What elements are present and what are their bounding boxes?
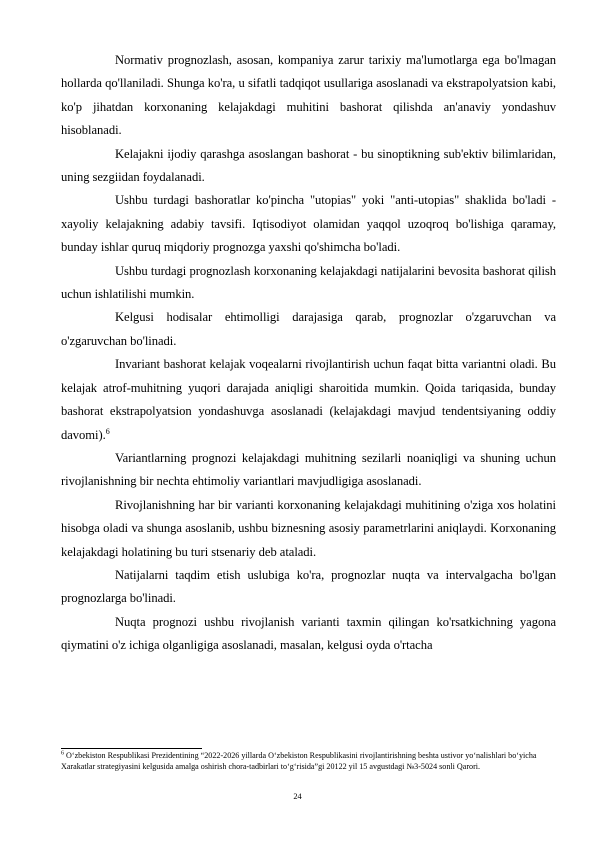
paragraph-point-forecast xyxy=(61,611,556,658)
footnote-reference[interactable]: 6 xyxy=(105,426,110,436)
paragraph-variant xyxy=(61,447,556,494)
paragraph-text: Invariant bashorat kelajak voqealarni rivojlantirish uchun faqat bitta variantni oladi. Bu kelajak atrof-muhitning yuqori darajada aniqligi sharoitida mumkin. Qoida tariqasida, bunday bashorat ekstrapolyatsion yondashuvga asoslanadi (kelajakdagi mavjud tendentsiyaning oddiy davomi). xyxy=(61,357,556,442)
footnote-divider xyxy=(61,748,202,749)
paragraph-text: Ushbu turdagi bashoratlar ko'pincha "utopias" yoki "anti-utopias" shaklida bo'ladi - xayoliy kelajakning adabiy tavsifi. Iqtisodiyot olamidan yaqqol uzoqroq bo'lishiga qaramay, bunday ishlar quruq miqdoriy prognozga yaxshi qo'shimcha bo'ladi. xyxy=(61,193,556,255)
page-number: 24 xyxy=(293,792,302,801)
paragraph-text: Natijalarni taqdim etish uslubiga ko'ra, prognozlar nuqta va intervalgacha bo'lgan prognozlarga bo'linadi. xyxy=(61,567,556,606)
paragraph-scenario xyxy=(61,494,556,564)
paragraph-forecast-use xyxy=(61,260,556,307)
paragraph-probability xyxy=(61,306,556,353)
paragraph-text: Ushbu turdagi prognozlash korxonaning kelajakdagi natijalarini bevosita bashorat qilish uchun ishlatilishi mumkin. xyxy=(61,263,556,302)
paragraph-invariant xyxy=(61,353,556,447)
footnote-number: 6 xyxy=(61,750,64,757)
paragraph-utopias xyxy=(61,189,556,259)
paragraph-normative-forecasting xyxy=(61,49,556,143)
paragraph-text: Kelajakni ijodiy qarashga asoslangan bashorat - bu sinoptikning sub'ektiv bilimlaridan, uning sezgiidan foydalanadi. xyxy=(61,146,556,185)
paragraph-text: Kelgusi hodisalar ehtimolligi darajasiga qarab, prognozlar o'zgaruvchan va o'zgaruvchan bo'linadi. xyxy=(61,310,556,348)
paragraph-text: Variantlarning prognozi kelajakdagi muhitning sezilarli noaniqligi va shuning uchun rivojlanishning bir nechta ehtimoliy variantlari mavjudligiga asoslanadi. xyxy=(61,450,556,489)
paragraph-creative-forecast xyxy=(61,143,556,190)
paragraph-text: Nuqta prognozi ushbu rivojlanish varianti taxmin qilingan ko'rsatkichning yagona qiymatini o'z ichiga olganligiga asoslanadi, masalan, kelgusi oyda o'rtacha xyxy=(61,614,556,653)
footnote xyxy=(61,751,557,772)
paragraph-text: Normativ prognozlash, asosan, kompaniya zarur tarixiy ma'lumotlarga ega bo'lmagan hollarda qo'llaniladi. Shunga ko'ra, u sifatli tadqiqot usullariga asoslanadi va ekstrapolyatsion kabi, ko'p jihatdan korxonaning kelajakdagi muhitini bashorat qilishda an'anaviy yondashuv hisoblanadi. xyxy=(61,53,556,138)
paragraph-text: Rivojlanishning har bir varianti korxonaning kelajakdagi muhitining o'ziga xos holatini hisobga oladi va shunga asoslanib, ushbu biznesning asosiy parametrlarini aniqlaydi. Korxonaning kelajakdagi holatining bu turi stsenariy deb ataladi. xyxy=(61,497,556,559)
footnote-text: O‘zbekiston Respublikasi Prezidentining “2022-2026 yillarda O‘zbekiston Respublikasini rivojlantirishning beshta ustivor yo‘nalishlari bo‘yicha Xarakatlar strategiyasini kelgusida amalga oshirish chora-tadbirlari to‘g‘risida”gi 20122 yil 15 avgustdagi №3-5024 sonli Qarori. xyxy=(61,751,537,771)
paragraph-point-interval xyxy=(61,564,556,611)
body-text xyxy=(61,49,556,658)
